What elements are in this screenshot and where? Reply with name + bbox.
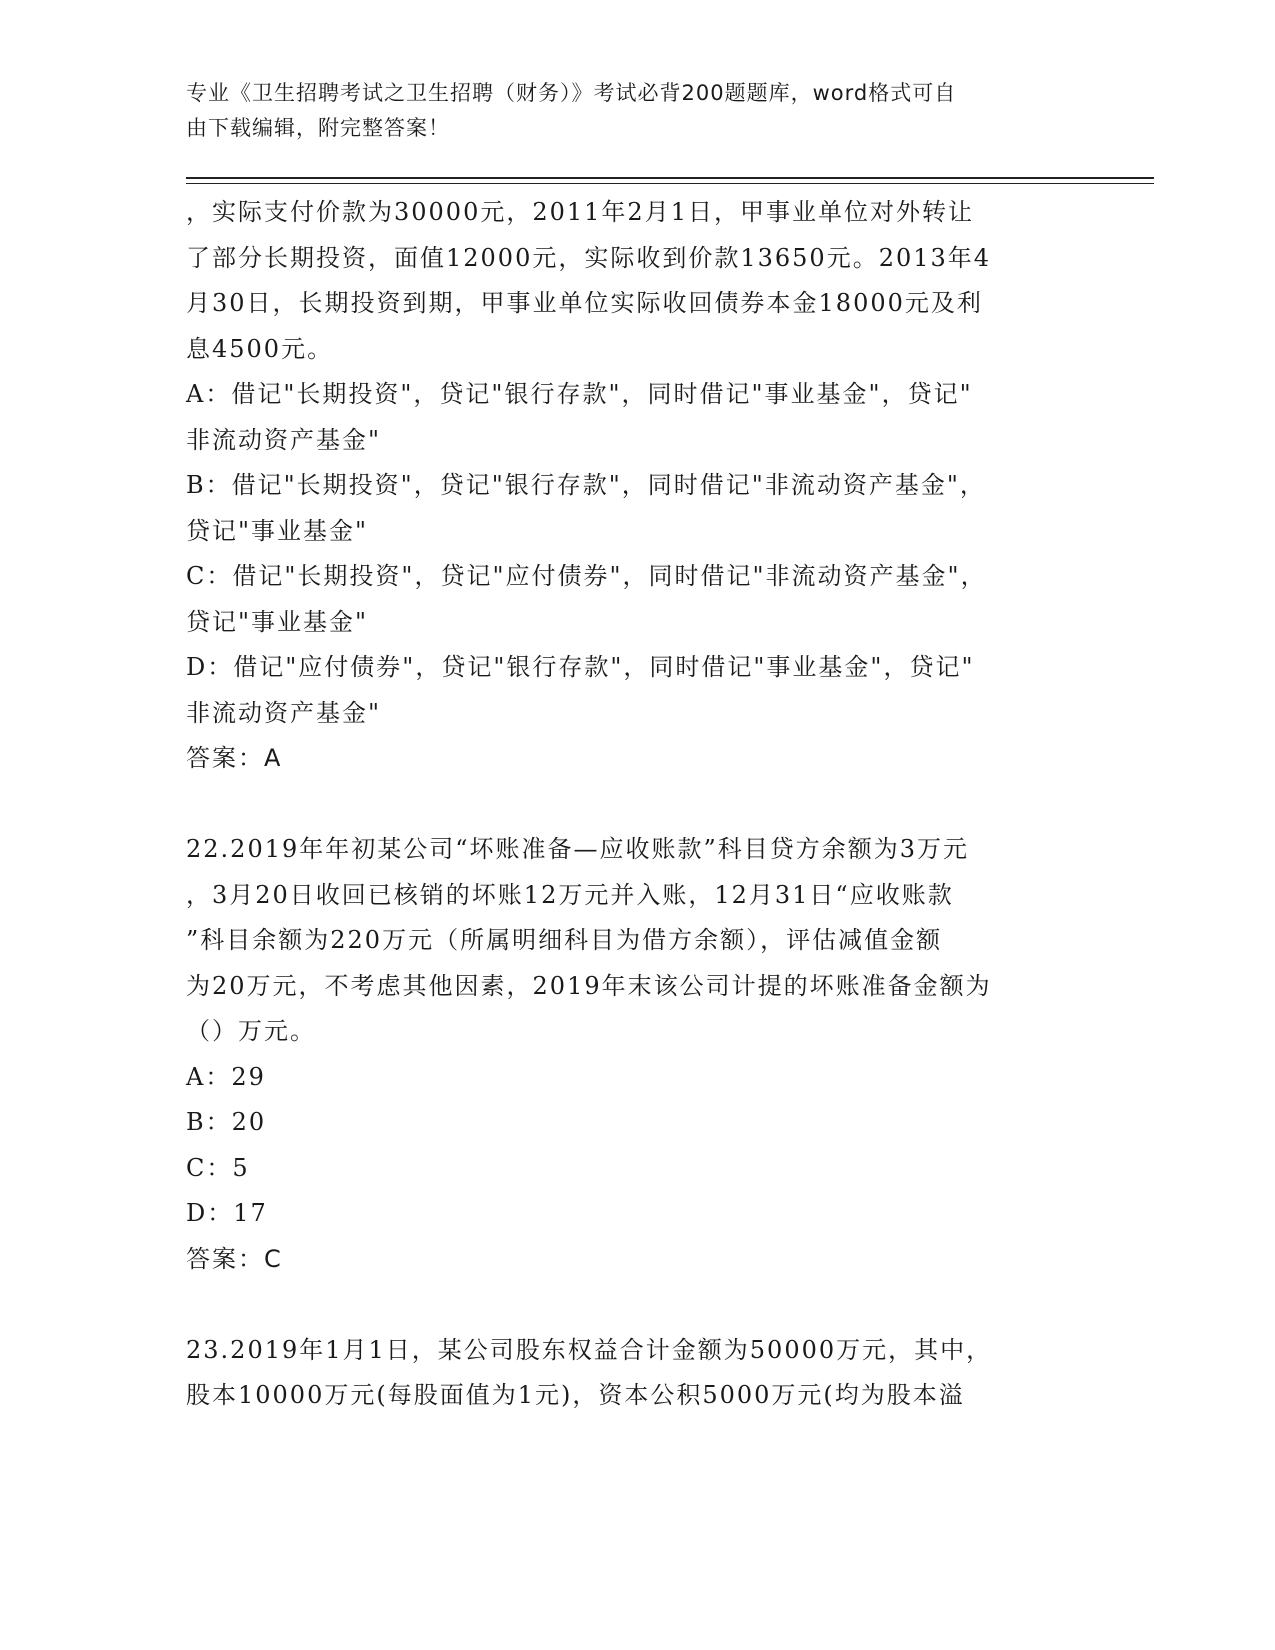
option-b: B：20 bbox=[186, 1108, 267, 1136]
question-21-line: ，实际支付价款为30000元，2011年2月1日，甲事业单位对外转让 bbox=[186, 198, 974, 226]
option-c-cont: 贷记"事业基金" bbox=[186, 607, 369, 636]
header-line-1: 专业《卫生招聘考试之卫生招聘（财务）》考试必背200题题库，word格式可自 bbox=[186, 81, 957, 105]
option-a: A：29 bbox=[186, 1062, 266, 1091]
document-header bbox=[186, 76, 1066, 146]
header-rule-thick bbox=[186, 177, 1154, 179]
question-23-line: 23.2019年1月1日，某公司股东权益合计金额为50000万元，其中， bbox=[186, 1335, 993, 1364]
question-22-line: ”科目余额为220万元（所属明细科目为借方余额），评估减值金额 bbox=[186, 926, 943, 954]
answer-label: 答案：A bbox=[186, 744, 283, 772]
question-21-line: 月30日，长期投资到期，甲事业单位实际收回债券本金18000元及利 bbox=[186, 289, 983, 317]
question-23-line: 股本10000万元(每股面值为1元)，资本公积5000万元(均为股本溢 bbox=[186, 1381, 965, 1409]
question-21-line: 息4500元。 bbox=[186, 334, 334, 363]
option-d-cont: 非流动资产基金" bbox=[186, 698, 382, 727]
option-b-cont: 贷记"事业基金" bbox=[186, 516, 369, 545]
question-22 bbox=[186, 827, 1086, 1282]
option-a: A：借记"长期投资"，贷记"银行存款"，同时借记"事业基金"，贷记" bbox=[186, 380, 973, 408]
option-d: D：17 bbox=[186, 1199, 268, 1227]
spacer bbox=[186, 782, 1086, 828]
document-body bbox=[186, 190, 1086, 1419]
option-c: C：5 bbox=[186, 1153, 250, 1182]
option-d: D：借记"应付债券"，贷记"银行存款"，同时借记"事业基金"，贷记" bbox=[186, 653, 975, 681]
question-22-line: 22.2019年年初某公司“坏账准备—应收账款”科目贷方余额为3万元 bbox=[186, 835, 970, 863]
option-c: C：借记"长期投资"，贷记"应付债券"，同时借记"非流动资产基金"， bbox=[186, 562, 987, 590]
option-b: B：借记"长期投资"，贷记"银行存款"，同时借记"非流动资产基金"， bbox=[186, 471, 986, 499]
spacer bbox=[186, 1282, 1086, 1328]
question-22-line: （）万元。 bbox=[186, 1017, 316, 1045]
question-21-line: 了部分长期投资，面值12000元，实际收到价款13650元。2013年4 bbox=[186, 243, 992, 272]
answer-label: 答案：C bbox=[186, 1244, 283, 1273]
question-23 bbox=[186, 1328, 1086, 1419]
question-21 bbox=[186, 190, 1086, 782]
header-rule-thin bbox=[186, 183, 1154, 184]
question-22-line: ，3月20日收回已核销的坏账12万元并入账，12月31日“应收账款 bbox=[186, 880, 954, 909]
header-line-2: 由下载编辑，附完整答案！ bbox=[186, 116, 450, 140]
option-a-cont: 非流动资产基金" bbox=[186, 425, 382, 454]
question-22-line: 为20万元，不考虑其他因素，2019年末该公司计提的坏账准备金额为 bbox=[186, 971, 992, 1000]
